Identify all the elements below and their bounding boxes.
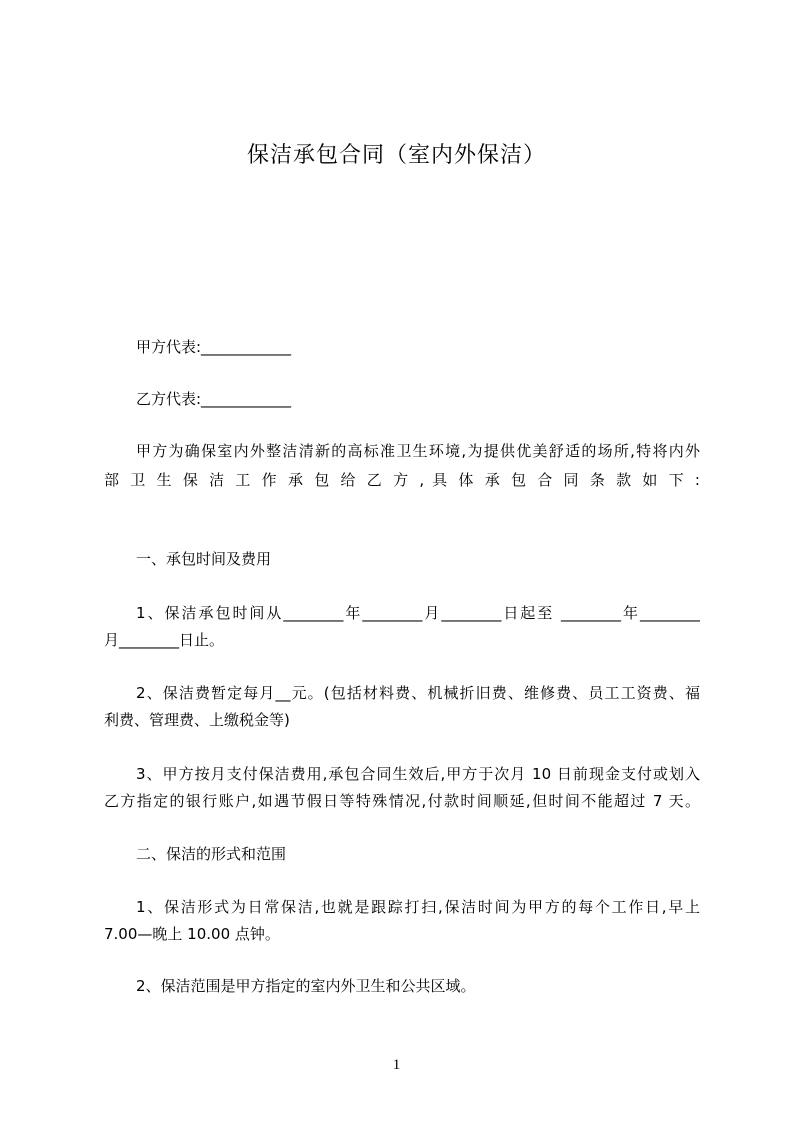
page-number: 1: [392, 1057, 401, 1073]
party-b-representative: 乙方代表:____________: [136, 390, 292, 408]
party-a-representative: 甲方代表:____________: [136, 338, 292, 356]
section-2-item-1-line-1: 1、保洁形式为日常保洁,也就是跟踪打扫,保洁时间为甲方的每个工作日,早上: [136, 898, 700, 916]
intro-line-2: 部 卫 生 保 洁 工 作 承 包 给 乙 方 , 具 体 承 包 合 同 条 款 如 下 :: [104, 471, 700, 489]
section-1-heading: 一、承包时间及费用: [136, 550, 272, 568]
section-1-item-1-line-2: 月________日止。: [104, 631, 225, 649]
section-1-item-2-line-2: 利费、管理费、上缴税金等): [104, 711, 290, 729]
section-2-item-2: 2、保洁范围是甲方指定的室内外卫生和公共区域。: [136, 977, 476, 995]
section-1-item-2-line-1: 2、保洁费暂定每月__元。(包括材料费、机械折旧费、维修费、员工工资费、福: [136, 684, 700, 702]
section-1-item-3-line-2: 乙方指定的银行账户,如遇节假日等特殊情况,付款时间顺延,但时间不能超过 7 天。: [104, 792, 700, 810]
section-2-heading: 二、保洁的形式和范围: [136, 845, 287, 863]
section-1-item-1-line-1: 1、保洁承包时间从________年________月________日起至 ________年________: [136, 604, 700, 622]
section-1-item-3-line-1: 3、甲方按月支付保洁费用,承包合同生效后,甲方于次月 10 日前现金支付或划入: [136, 765, 700, 783]
intro-line-1: 甲方为确保室内外整洁清新的高标准卫生环境,为提供优美舒适的场所,特将内外: [136, 442, 700, 460]
section-2-item-1-line-2: 7.00—晚上 10.00 点钟。: [104, 925, 280, 943]
document-title: 保洁承包合同（室内外保洁）: [246, 143, 546, 168]
